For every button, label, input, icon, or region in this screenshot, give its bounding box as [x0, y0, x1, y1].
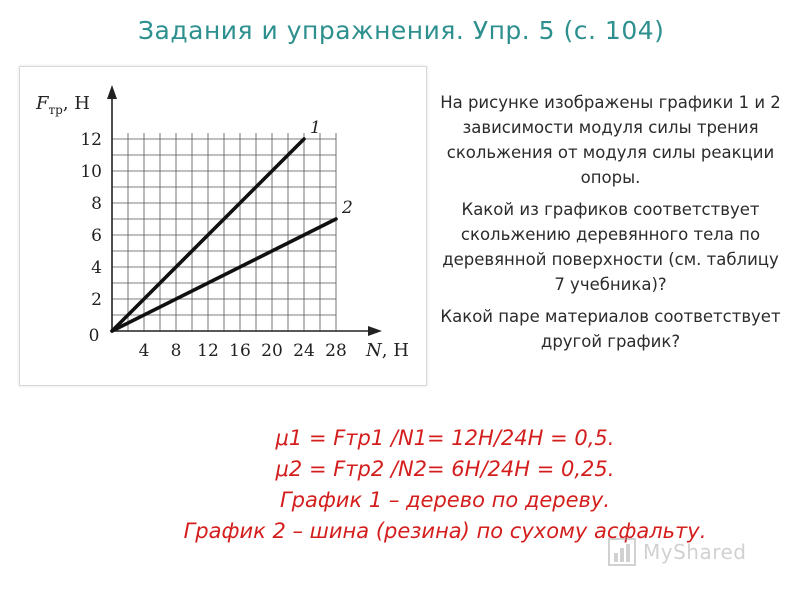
- y-tick-label: 12: [80, 130, 102, 150]
- x-tick-label: 4: [138, 341, 150, 361]
- answer-line: График 1 – дерево по дереву.: [279, 488, 611, 512]
- x-tick-label: 8: [170, 341, 182, 361]
- question-paragraph: Какой из графиков соответствует скольжению деревянного тела по деревянной поверхности (см. таблицу 7 учебника)?: [442, 200, 779, 294]
- x-tick-label: 12: [197, 341, 219, 361]
- friction-chart: [20, 67, 426, 385]
- y-tick-label: 8: [91, 194, 102, 214]
- x-tick-label: 28: [325, 341, 347, 361]
- series-label-1: 1: [310, 118, 321, 138]
- chart-labels: [35, 93, 409, 361]
- x-tick-label: 20: [261, 341, 283, 361]
- watermark-text: MyShared: [643, 540, 747, 564]
- x-tick-label: 16: [229, 341, 251, 361]
- x-axis-arrow: [368, 326, 382, 336]
- x-tick-label: 24: [293, 341, 315, 361]
- y-tick-label: 6: [91, 226, 102, 246]
- x-axis-title: N, Н: [366, 340, 409, 361]
- question-paragraph: На рисунке изображены графики 1 и 2 зависимости модуля силы трения скольжения от модуля силы реакции опоры.: [440, 93, 781, 187]
- y-axis-arrow: [107, 85, 117, 99]
- series-label-2: 2: [342, 198, 353, 218]
- answer-line: μ1 = Fтр1 /N1= 12Н/24Н = 0,5.: [275, 426, 615, 450]
- chart-grid: [112, 133, 336, 331]
- watermark: [607, 536, 747, 568]
- y-axis-title: $F_{тр}$, Н: [36, 93, 90, 117]
- answer-line: График 2 – шина (резина) по сухому асфальту.: [183, 519, 707, 543]
- origin-label: 0: [88, 326, 100, 346]
- answer-block: [120, 423, 770, 547]
- question-paragraph: Какой паре материалов соответствует другой график?: [440, 307, 781, 351]
- y-tick-label: 2: [91, 290, 102, 310]
- chart-figure: [19, 66, 427, 386]
- slide-title: Задания и упражнения. Упр. 5 (с. 104): [138, 16, 665, 45]
- chart-bars-icon: [607, 537, 637, 567]
- chart-axes: [107, 85, 382, 336]
- y-tick-label: 10: [80, 162, 102, 182]
- answer-line: μ2 = Fтр2 /N2= 6Н/24Н = 0,25.: [275, 457, 615, 481]
- question-text: [438, 90, 783, 361]
- y-tick-label: 4: [91, 258, 102, 278]
